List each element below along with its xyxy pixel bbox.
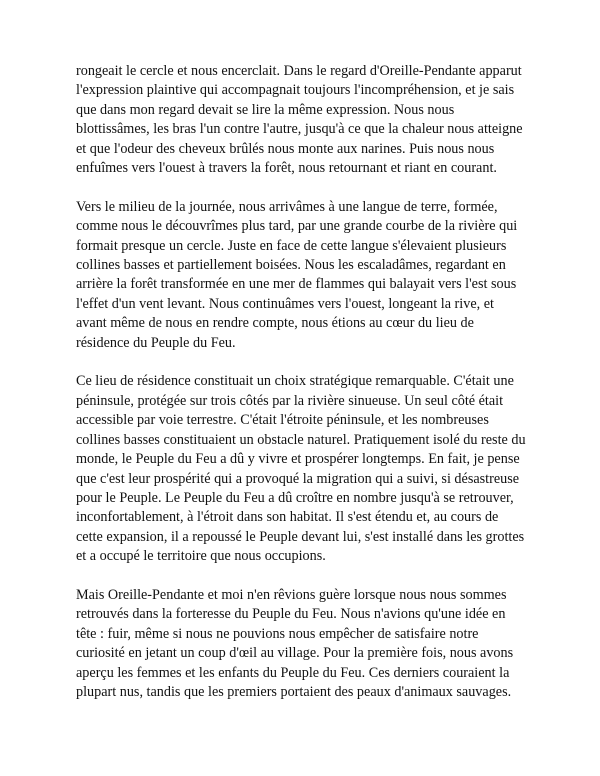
document-page — [76, 62, 528, 722]
paragraph-3: Ce lieu de résidence constituait un choix stratégique remarquable. C'était une péninsule, protégée sur trois côtés par la rivière sinueuse. Un seul côté était accessible par voie terrestre. C'était l'étroite péninsule, et les nombreuses collines basses constituaient un obstacle naturel. Pratiquement isolé du reste du monde, le Peuple du Feu a dû y vivre et prospérer longtemps. En fait, je pense que c'est leur prospérité qui a provoqué la migration qui a suivi, si désastreuse pour le Peuple. Le Peuple du Feu a dû croître en nombre jusqu'à se retrouver, inconfortablement, à l'étroit dans son habitat. Il s'est étendu et, au cours de cette expansion, il a repoussé le Peuple devant lui, s'est installé dans les grottes et a occupé le territoire que nous occupions. — [76, 373, 526, 565]
paragraph-4: Mais Oreille-Pendante et moi n'en rêvions guère lorsque nous nous sommes retrouvés dans la forteresse du Peuple du Feu. Nous n'avions qu'une idée en tête : fuir, même si nous ne pouvions nous empêcher de satisfaire notre curiosité en jetant un coup d'œil au village. Pour la première fois, nous avons aperçu les femmes et les enfants du Peuple du Feu. Ces derniers couraient la plupart nus, tandis que les premiers portaient des peaux d'animaux sauvages. — [76, 586, 514, 700]
paragraph-1: rongeait le cercle et nous encerclait. Dans le regard d'Oreille-Pendante apparut l'expression plaintive qui accompagnait toujours l'incompréhension, et je sais que dans mon regard devait se lire la même expression. Nous nous blottissâmes, les bras l'un contre l'autre, jusqu'à ce que la chaleur nous atteigne et que l'odeur des cheveux brûlés nous monte aux narines. Puis nous nous enfuîmes vers l'ouest à travers la forêt, nous retournant et riant en courant. — [76, 63, 523, 177]
paragraph-2: Vers le milieu de la journée, nous arrivâmes à une langue de terre, formée, comme nous le découvrîmes plus tard, par une grande courbe de la rivière qui formait presque un cercle. Juste en face de cette langue s'élevaient plusieurs collines basses et partiellement boisées. Nous les escaladâmes, regardant en arrière la forêt transformée en une mer de flammes qui balayait vers l'est sous l'effet d'un vent levant. Nous continuâmes vers l'ouest, longeant la rive, et avant même de nous en rendre compte, nous étions au cœur du lieu de résidence du Peuple du Feu. — [76, 198, 518, 351]
